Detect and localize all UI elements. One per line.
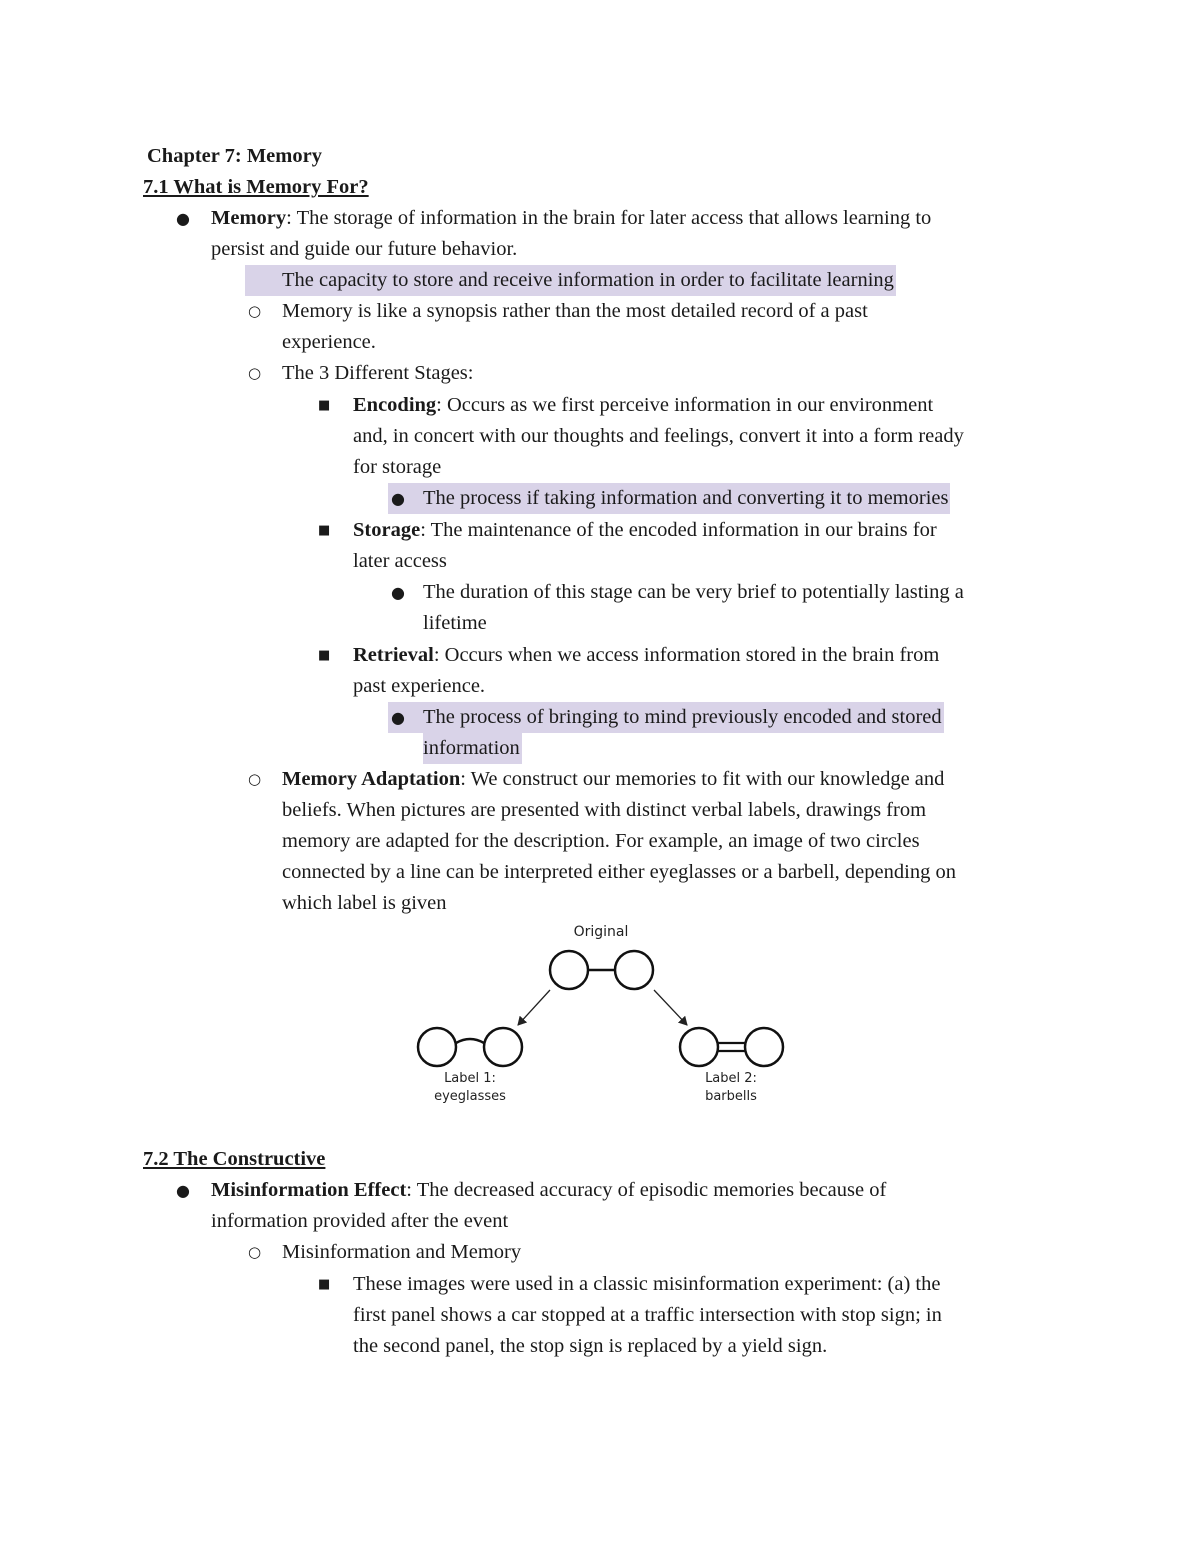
term-memory-adaptation: Memory Adaptation xyxy=(282,768,461,790)
bullet-square: ■ xyxy=(318,648,331,663)
original-circle-left xyxy=(550,951,588,989)
bullet-circle: ○ xyxy=(248,1243,262,1261)
chapter-title: Chapter 7: Memory xyxy=(147,145,322,167)
encoding-def-line3: for storage xyxy=(353,456,442,478)
memory-sub-synopsis: Memory is like a synopsis rather than the most detailed record of a past xyxy=(282,300,868,322)
misinformation-def-text: : The decreased accuracy of episodic memories because of xyxy=(406,1179,887,1201)
section-heading-7-2: 7.2 The Constructive xyxy=(143,1148,326,1170)
misinformation-definition xyxy=(211,1175,886,1206)
retrieval-definition xyxy=(353,640,939,671)
adaptation-line3: memory are adapted for the description. For example, an image of two circles xyxy=(282,830,920,852)
label2-title: Label 2: xyxy=(705,1071,757,1086)
adaptation-line2: beliefs. When pictures are presented with distinct verbal labels, drawings from xyxy=(282,799,927,821)
memory-adaptation-figure xyxy=(405,915,800,1110)
arrow-to-barbells xyxy=(654,990,687,1025)
bullet-disc: ● xyxy=(391,489,405,508)
eyeglasses-bridge xyxy=(456,1039,484,1043)
memory-def-line2: persist and guide our future behavior. xyxy=(211,238,518,260)
bullet-disc: ● xyxy=(176,209,190,228)
misinformation-def-line2: information provided after the event xyxy=(211,1210,509,1232)
misinformation-detail-line2: first panel shows a car stopped at a traffic intersection with stop sign; in xyxy=(353,1304,942,1326)
encoding-def-line2: and, in concert with our thoughts and feelings, convert it into a form ready xyxy=(353,425,964,447)
bullet-circle: ○ xyxy=(248,770,262,788)
term-memory: Memory xyxy=(211,207,287,229)
storage-note: The duration of this stage can be very brief to potentially lasting a xyxy=(423,581,964,603)
storage-def-line2: later access xyxy=(353,550,447,572)
memory-definition xyxy=(211,203,931,234)
storage-definition xyxy=(353,515,937,546)
term-storage: Storage xyxy=(353,519,421,541)
bullet-disc: ● xyxy=(391,708,405,727)
adaptation-def-text: : We construct our memories to fit with our knowledge and xyxy=(460,768,945,790)
term-retrieval: Retrieval xyxy=(353,644,434,666)
memory-def-text: : The storage of information in the brain for later access that allows learning to xyxy=(286,207,932,229)
adaptation-line4: connected by a line can be interpreted either eyeglasses or a barbell, depending on xyxy=(282,861,956,883)
retrieval-note: The process of bringing to mind previously encoded and stored xyxy=(388,702,944,733)
memory-sub-capacity: The capacity to store and receive information in order to facilitate learning xyxy=(245,265,896,296)
bullet-square: ■ xyxy=(318,1277,331,1292)
misinformation-detail: These images were used in a classic misinformation experiment: (a) the xyxy=(353,1273,941,1295)
storage-def-text: : The maintenance of the encoded information in our brains for xyxy=(420,519,937,541)
section-heading-7-1: 7.1 What is Memory For? xyxy=(143,176,369,198)
eyeglasses-circle-left xyxy=(418,1028,456,1066)
bullet-circle: ○ xyxy=(248,302,262,320)
original-circle-right xyxy=(615,951,653,989)
encoding-note: The process if taking information and converting it to memories xyxy=(388,483,950,514)
label1-title: Label 1: xyxy=(444,1071,496,1086)
encoding-def-text: : Occurs as we first perceive information in our environment xyxy=(436,394,934,416)
storage-note-line2: lifetime xyxy=(423,612,487,634)
label1-name: eyeglasses xyxy=(434,1089,506,1104)
memory-sub-stages: The 3 Different Stages: xyxy=(282,362,474,384)
bullet-disc: ● xyxy=(176,1181,190,1200)
adaptation-line5: which label is given xyxy=(282,892,447,914)
bullet-square: ■ xyxy=(318,523,331,538)
eyeglasses-circle-right xyxy=(484,1028,522,1066)
barbell-circle-left xyxy=(680,1028,718,1066)
bullet-disc: ● xyxy=(391,583,405,602)
bullet-circle: ○ xyxy=(248,364,262,382)
barbell-circle-right xyxy=(745,1028,783,1066)
memory-sub-synopsis-line2: experience. xyxy=(282,331,376,353)
label2-name: barbells xyxy=(705,1089,757,1104)
bullet-square: ■ xyxy=(318,398,331,413)
misinformation-detail-line3: the second panel, the stop sign is replaced by a yield sign. xyxy=(353,1335,828,1357)
retrieval-def-line2: past experience. xyxy=(353,675,486,697)
encoding-definition xyxy=(353,390,933,421)
term-misinformation-effect: Misinformation Effect xyxy=(211,1179,407,1201)
adaptation-definition xyxy=(282,764,944,795)
arrow-to-eyeglasses xyxy=(518,990,550,1025)
label-original: Original xyxy=(573,924,629,940)
retrieval-note-line2: information xyxy=(423,733,522,764)
retrieval-def-text: : Occurs when we access information stored in the brain from xyxy=(433,644,940,666)
term-encoding: Encoding xyxy=(353,394,437,416)
misinformation-sub: Misinformation and Memory xyxy=(282,1241,522,1263)
